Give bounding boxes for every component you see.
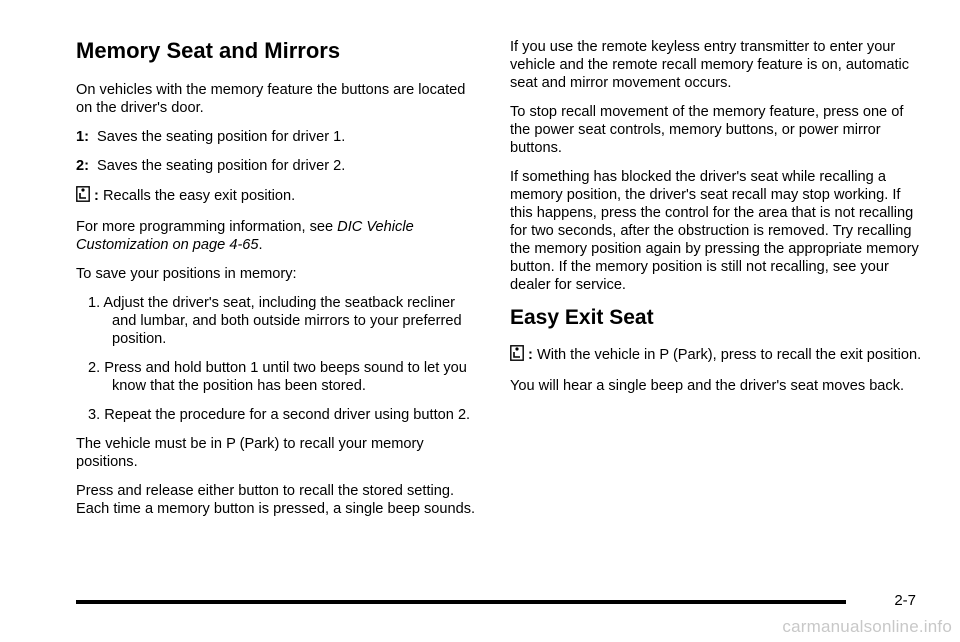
blocked-seat-paragraph: If something has blocked the driver's seat while recalling a memory position, the driver's seat recall may stop working. If this happens, press the control for the area that is not recalling for two seconds, after the obstruction is removed. Try recalling the memory position again by pressing the appropriate memory button. If the memory position is still not recalling, see your dealer for service.: [510, 169, 919, 293]
exit-key-text: Recalls the easy exit position.: [102, 188, 296, 204]
programming-note: For more programming information, see DIC Vehicle Customization on page 4-65.: [76, 219, 414, 253]
save-intro: To save your positions in memory:: [76, 266, 297, 282]
intro-paragraph: On vehicles with the memory feature the buttons are located on the driver's door.: [76, 82, 466, 116]
remote-recall-paragraph: If you use the remote keyless entry transmitter to enter your vehicle and the remote recall memory feature is on, automatic seat and mirror movement occurs.: [510, 39, 910, 91]
list-item: 2. Press and hold button 1 until two beeps sound to let you know that the position has been stored.: [88, 360, 467, 394]
exit-key-description: [76, 186, 478, 207]
list-item: 1. Adjust the driver's seat, including the seatback recliner and lumbar, and both outside mirrors to your preferred position.: [88, 295, 462, 347]
key-1-label: 1:: [76, 129, 89, 145]
save-steps-list: [76, 294, 478, 424]
stop-recall-paragraph: To stop recall movement of the memory feature, press one of the power seat controls, memory buttons, or power mirror buttons.: [510, 104, 904, 156]
cross-reference-link[interactable]: DIC Vehicle Customization on page 4-65: [76, 219, 414, 253]
easy-exit-description: [510, 345, 922, 366]
park-note: The vehicle must be in P (Park) to recall your memory positions.: [76, 436, 424, 470]
key-1-description: [76, 128, 478, 146]
seat-exit-icon: [76, 186, 90, 207]
press-note: Press and release either button to recall the stored setting. Each time a memory button is pressed, a single beep sounds.: [76, 483, 476, 517]
watermark: carmanualsonline.info: [782, 617, 952, 636]
right-column: [510, 38, 922, 406]
exit-key-colon: :: [94, 188, 99, 204]
beep-paragraph: You will hear a single beep and the driver's seat moves back.: [510, 378, 905, 394]
list-item: 3. Repeat the procedure for a second driver using button 2.: [88, 407, 471, 423]
key-1-text: Saves the seating position for driver 1.: [97, 129, 346, 145]
key-2-text: Saves the seating position for driver 2.: [97, 158, 346, 174]
footer-rule: [76, 600, 846, 604]
key-2-label: 2:: [76, 158, 89, 174]
easy-exit-colon: :: [528, 347, 533, 363]
page-number: 2-7: [894, 592, 916, 609]
section-title: Memory Seat and Mirrors: [76, 38, 341, 63]
easy-exit-title: Easy Exit Seat: [510, 306, 654, 329]
left-column: [76, 38, 478, 529]
easy-exit-text: With the vehicle in P (Park), press to recall the exit position.: [536, 347, 922, 363]
seat-exit-icon: [510, 345, 524, 366]
key-2-description: [76, 157, 478, 175]
